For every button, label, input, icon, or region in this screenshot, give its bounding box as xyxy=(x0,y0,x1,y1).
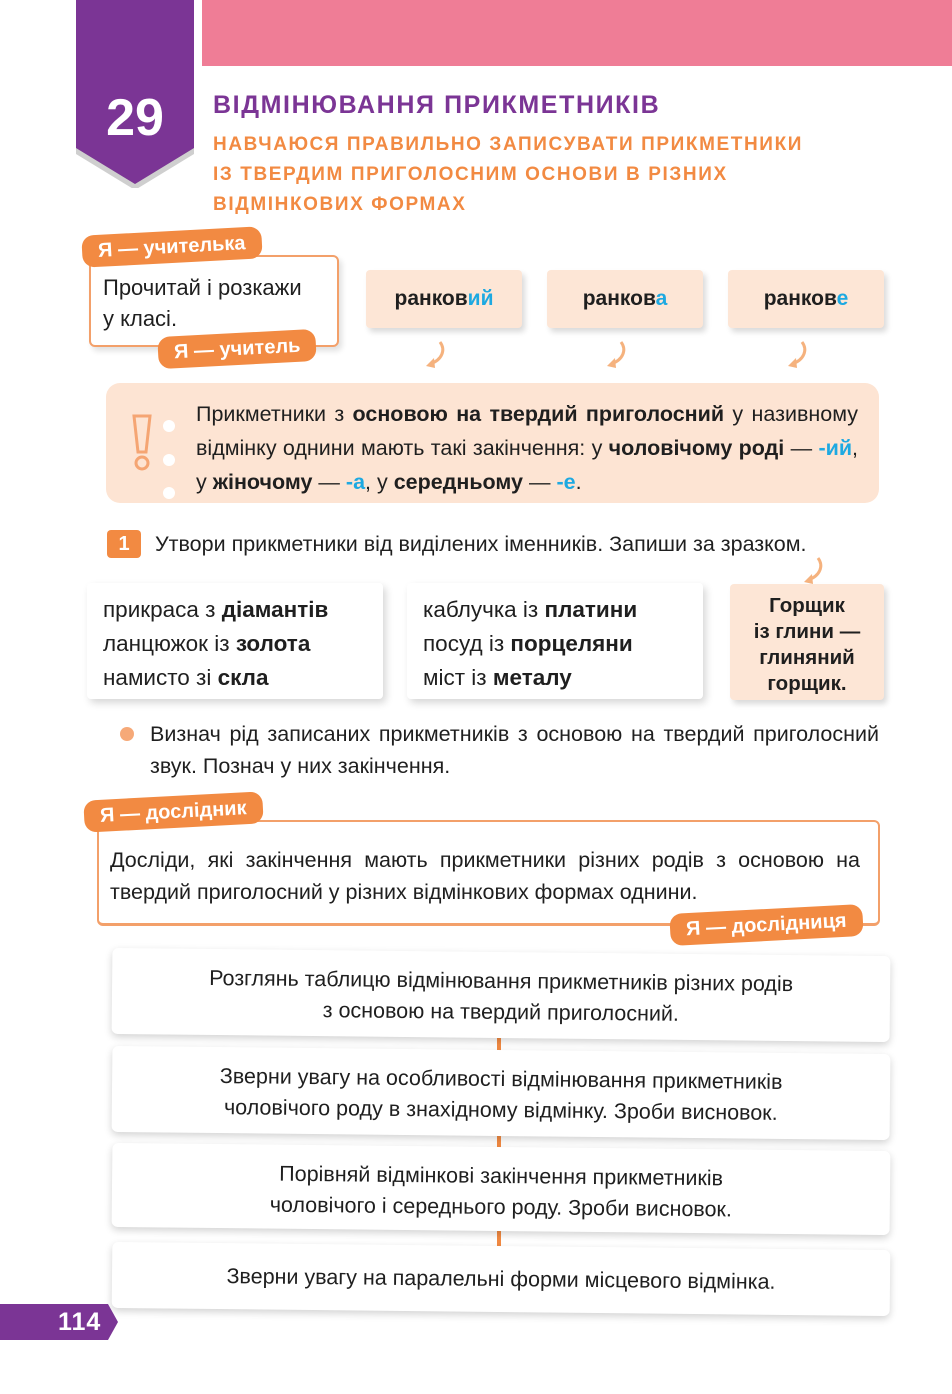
word-ending: ий xyxy=(467,287,494,310)
teacher-line: у класі. xyxy=(103,306,178,331)
word-ending: а xyxy=(655,287,668,310)
rule-part: . xyxy=(575,470,582,494)
rule-part: , у xyxy=(196,436,859,494)
step-line: Зверни увагу на особливості відмінювання прикметників xyxy=(219,1064,783,1094)
sample-line: із глини — xyxy=(753,620,861,643)
curved-arrow-icon xyxy=(603,340,633,370)
task-number: 1 xyxy=(107,530,141,558)
noun-bold: порцеляни xyxy=(510,631,633,656)
tag-teacher-female: Я — учителька xyxy=(81,226,262,267)
page-number: 114 xyxy=(58,1308,102,1336)
noun-line xyxy=(423,661,703,695)
word-card-neuter xyxy=(728,270,884,328)
page-subtitle xyxy=(213,130,913,220)
noun-line xyxy=(423,593,703,627)
word-ending: е xyxy=(836,287,849,310)
word-card-feminine xyxy=(547,270,703,328)
rule-bold: основою на твердий приголосний xyxy=(352,402,725,426)
noun-line xyxy=(423,627,703,661)
curved-arrow-icon xyxy=(800,556,830,586)
rule-part: , у xyxy=(365,470,394,494)
noun-bold: золота xyxy=(235,631,311,656)
step-line: з основою на твердий приголосний. xyxy=(322,998,680,1026)
noun-plain: прикраса з xyxy=(103,597,222,622)
noun-plain: каблучка із xyxy=(423,597,545,622)
rule-ending: -е xyxy=(556,470,576,494)
noun-line xyxy=(103,661,383,695)
curved-arrow-icon xyxy=(422,340,452,370)
rule-ending: -ий xyxy=(818,436,853,460)
noun-plain: ланцюжок із xyxy=(103,631,236,656)
noun-bold: діамантів xyxy=(221,597,329,622)
word-stem: ранков xyxy=(763,287,837,310)
rule-part: — xyxy=(312,470,346,494)
rule-bold: середньому xyxy=(393,470,523,494)
tag-researcher-male: Я — дослідник xyxy=(83,791,263,832)
step-line: чоловічого і середнього роду. Зроби висновок. xyxy=(269,1192,732,1222)
rule-part: — xyxy=(784,436,819,460)
sample-card xyxy=(730,584,884,700)
step-card xyxy=(112,1046,891,1140)
step-line: чоловічого роду в знахідному відмінку. Зроби висновок. xyxy=(223,1095,778,1125)
decor-dot xyxy=(163,454,175,466)
tag-teacher-male: Я — учитель xyxy=(157,329,317,369)
subtitle-line: ВІДМІНКОВИХ ФОРМАХ xyxy=(213,194,467,215)
word-card-masculine xyxy=(366,270,522,328)
rule-bold: чоловічому роді xyxy=(608,436,785,460)
rule-text xyxy=(196,397,858,499)
tag-researcher-female: Я — дослідниця xyxy=(669,904,863,946)
noun-plain: намисто зі xyxy=(103,665,218,690)
step-card xyxy=(112,948,891,1042)
teacher-instruction xyxy=(103,272,333,334)
noun-card xyxy=(407,583,703,699)
lesson-number: 29 xyxy=(106,89,164,147)
noun-line xyxy=(103,627,383,661)
word-stem: ранков xyxy=(394,287,468,310)
sample-line: глиняний xyxy=(759,646,855,669)
rule-ending: -а xyxy=(345,470,366,494)
rule-bold: жіночому xyxy=(212,470,313,494)
curved-arrow-icon xyxy=(784,340,814,370)
noun-plain: посуд із xyxy=(423,631,511,656)
decor-dot xyxy=(163,487,175,499)
noun-bold: платини xyxy=(544,597,638,622)
subtitle-line: ІЗ ТВЕРДИМ ПРИГОЛОСНИМ ОСНОВИ В РІЗНИХ xyxy=(213,164,728,185)
noun-plain: міст із xyxy=(423,665,493,690)
research-text: Досліди, які закінчення мають прикметники різних родів з основою на твердий приголосний у різних відмінкових формах однини. xyxy=(110,848,860,904)
subtitle-line: НАВЧАЮСЯ ПРАВИЛЬНО ЗАПИСУВАТИ ПРИКМЕТНИКИ xyxy=(213,134,804,155)
noun-line xyxy=(103,593,383,627)
decor-dot xyxy=(163,420,175,432)
task-instruction: Утвори прикметники від виділених іменників. Запиши за зразком. xyxy=(155,532,807,556)
word-stem: ранков xyxy=(582,287,656,310)
step-card xyxy=(112,1143,891,1235)
header-pink-bar xyxy=(202,0,952,66)
page-title: ВІДМІНЮВАННЯ ПРИКМЕТНИКІВ xyxy=(213,91,661,119)
rule-part: у називному відмінку однини мають такі закінчення: у xyxy=(196,402,858,460)
teacher-line: Прочитай і розкажи xyxy=(103,275,302,300)
noun-bold: скла xyxy=(217,665,269,690)
bullet-dot xyxy=(120,727,134,741)
rule-part: — xyxy=(523,470,557,494)
step-line: Розглянь таблицю відмінювання прикметників різних родів xyxy=(209,965,794,997)
sample-line: горщик. xyxy=(767,672,847,695)
step-line: Порівняй відмінкові закінчення прикметників xyxy=(279,1161,724,1191)
noun-card xyxy=(87,583,383,699)
noun-bold: металу xyxy=(492,665,572,690)
rule-part: Прикметники з xyxy=(196,402,353,426)
step-card xyxy=(112,1242,891,1316)
step-line: Зверни увагу на паралельні форми місцевого відмінка. xyxy=(226,1264,776,1294)
sample-line: Горщик xyxy=(769,594,845,617)
bullet-instruction: Визнач рід записаних прикметників з основою на твердий приголосний звук. Познач у них закінчення. xyxy=(150,722,879,778)
exclamation-icon xyxy=(124,412,160,472)
